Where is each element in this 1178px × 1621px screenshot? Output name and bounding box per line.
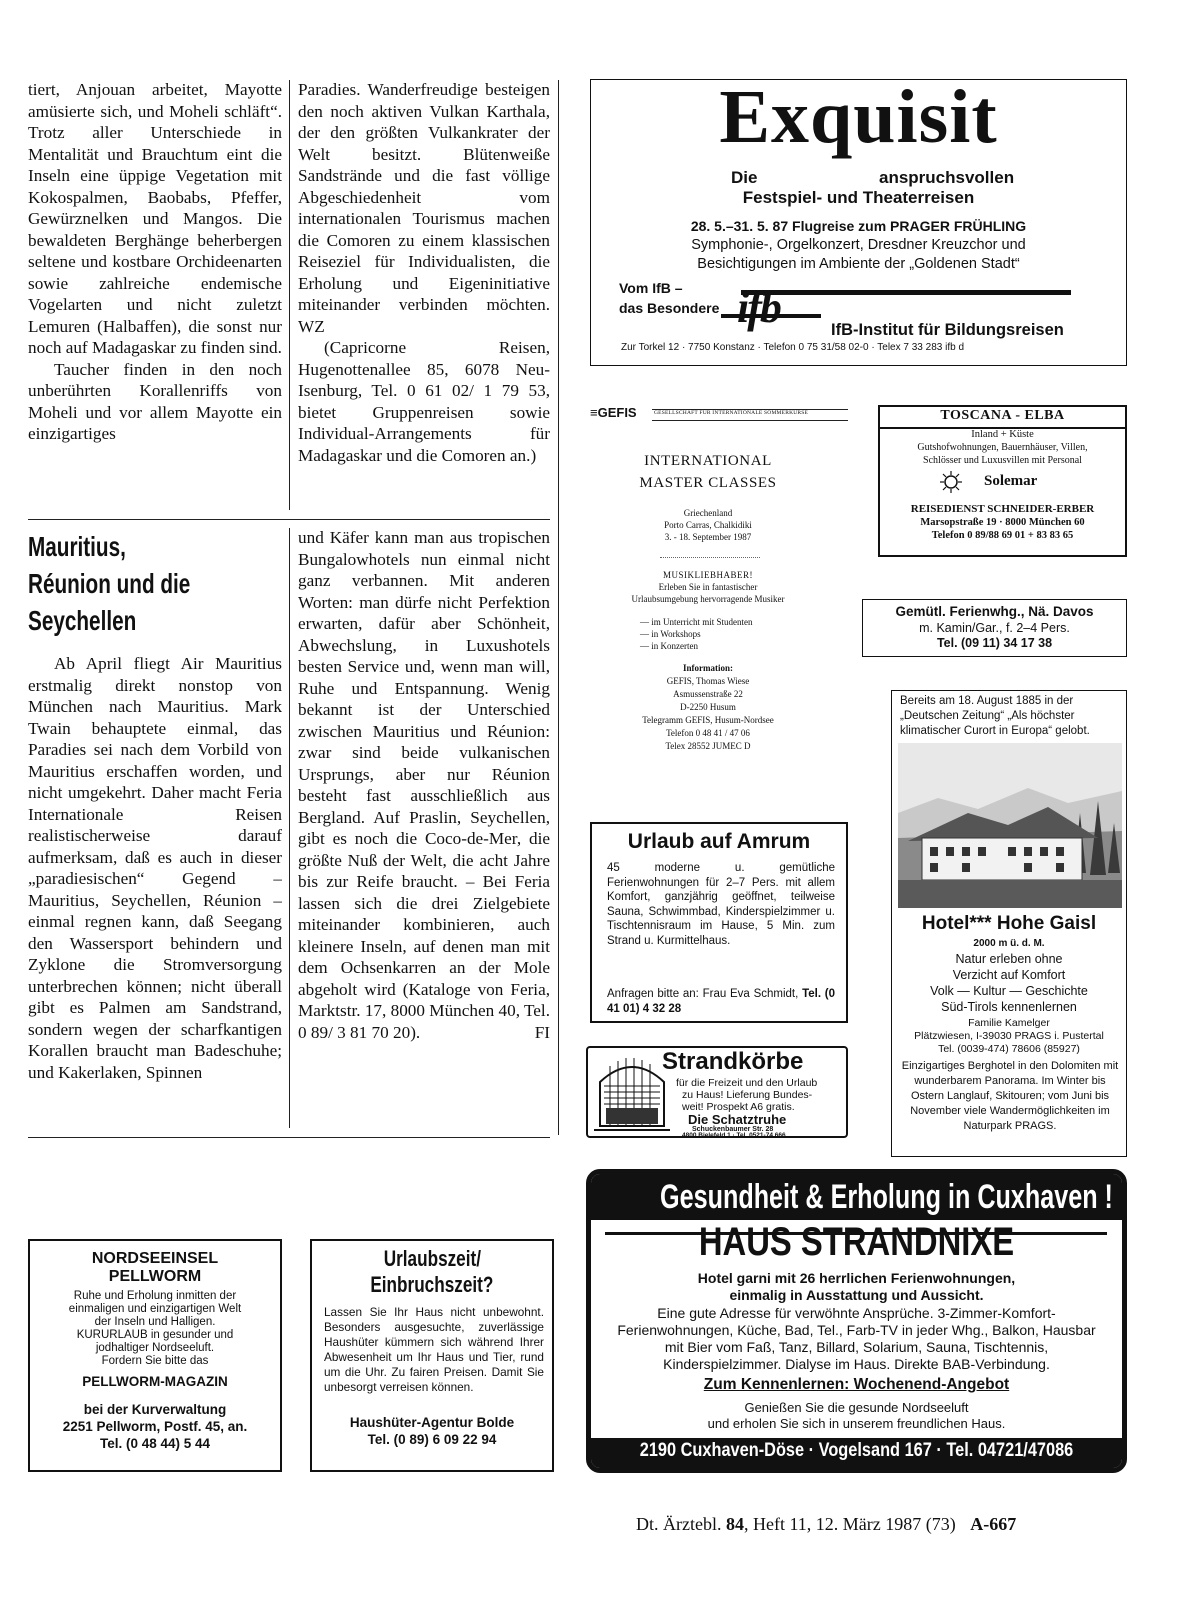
toscana-title: TOSCANA - ELBA xyxy=(940,408,1065,423)
gaisl-body: Einzigartiges Berghotel in den Dolomiten mit wunderbarem Panorama. Im Winter bis Ostern Langlauf, Skitouren; vom Juni bis November viele Wandermöglichkeiten im Naturpark PRAGS. xyxy=(901,1060,1119,1132)
exquisit-line2: Symphonie-, Orgelkonzert, Dresdner Kreuzchor und xyxy=(691,237,1026,253)
article-separator-rule xyxy=(28,519,550,520)
gefis-b1: — im Unterricht mit Studenten xyxy=(640,617,753,627)
ad-hohe-gaisl xyxy=(891,690,1127,1157)
toscana-l1: Inland + Küste xyxy=(971,429,1034,440)
gaisl-title: Hotel*** Hohe Gaisl xyxy=(921,913,1097,934)
exquisit-rule-top xyxy=(741,290,1071,295)
gefis-i6: Telex 28552 JUMEC D xyxy=(665,741,751,751)
cuxhaven-body: Eine gute Adresse für verwöhnte Ansprüche. 3-Zimmer-Komfort-Ferienwohnungen, Küche, Bad, Tel., Farb-TV in jeder Whg., Balkon, Hausbar mit Bier vom Faß, Tanz, Billard, Solarium, Sauna, Tischtennis, Kinderspielzimmer. Dialyse im Haus. Direkte BAB-Verbindung. xyxy=(617,1305,1096,1372)
gaisl-l6: Plätzwiesen, I-39030 PRAGS i. Pustertal xyxy=(914,1030,1104,1042)
pellworm-l2: einmaligen und einzigartigen Welt xyxy=(68,1303,242,1315)
gefis-b3: — in Konzerten xyxy=(640,641,698,651)
exquisit-line1: 28. 5.–31. 5. 87 Flugreise zum PRAGER FRÜHLING xyxy=(690,218,1027,234)
gaisl-alt: 2000 m ü. d. M. xyxy=(973,938,1045,949)
pellworm-a1: bei der Kurverwaltung xyxy=(83,1402,227,1417)
toscana-r3: Telefon 0 89/88 69 01 + 83 83 65 xyxy=(931,530,1074,541)
gefis-t1: Erleben Sie in fantastischer xyxy=(658,582,758,592)
amrum-title: Urlaub auf Amrum xyxy=(627,830,811,853)
gaisl-l5: Familie Kamelger xyxy=(968,1017,1050,1029)
toscana-r1: REISEDIENST SCHNEIDER-ERBER xyxy=(910,503,1095,515)
cuxhaven-title: HAUS STRANDNIXE xyxy=(698,1220,1015,1264)
gefis-loc3: 3. - 18. September 1987 xyxy=(664,532,752,542)
gefis-loc2: Porto Carras, Chalkidiki xyxy=(664,520,752,530)
pellworm-t2: PELLWORM xyxy=(108,1268,202,1285)
amrum-contact-name: Anfragen bitte an: Frau Eva Schmidt, xyxy=(607,988,799,1000)
article2-author: FI xyxy=(534,1022,550,1042)
cuxhaven-f1: Genießen Sie die gesunde Nordseeluft xyxy=(744,1400,969,1415)
article1-col2 xyxy=(298,79,550,509)
gaisl-intro: Bereits am 18. August 1885 in der „Deutschen Zeitung“ „Als höchster klimatischer Curort in Europa“ gelobt. xyxy=(900,695,1090,737)
ad-gefis xyxy=(590,405,848,795)
haushueter-title2: Einbruchszeit? xyxy=(370,1272,494,1297)
article1-col1-para1: tiert, Anjouan arbeitet, Mayotte amüsierte sich, und Moheli schläft“. Trotz aller Unterschiede in Mentalität und Brauchtum eint die Inseln eine üppige Vegetation mit Kokospalmen, Baobabs, Pfeffer, Gewürznelken und Mangos. Die bewaldeten Berghänge beherbergen seltene und kostbare Orchideenarten sowie zahlreiche endemische Vogelarten und nicht zuletzt Lemuren (Halbaffen), die sonst nur noch auf Madagaskar zu finden sind. xyxy=(28,80,282,357)
exquisit-address: Zur Torkel 12 · 7750 Konstanz · Telefon 0 75 31/58 02-0 · Telex 7 33 283 ifb d xyxy=(621,342,965,353)
article-bottom-rule xyxy=(28,1137,550,1138)
exquisit-institute: IfB-Institut für Bildungsreisen xyxy=(831,321,1064,339)
davos-l3: Tel. (09 11) 34 17 38 xyxy=(936,636,1053,650)
strandkorb-l2: zu Haus! Lieferung Bundes- xyxy=(682,1089,813,1101)
article1-col2-para1: Paradies. Wanderfreudige besteigen den noch aktiven Vulkan Karthala, der den größten Vulkankrater der Welt besitzt. Blütenweiße Sandstrände und die fast völlige Abgeschiedenheit vom internationalen Tourismus machen die Comoren zu einem klassischen Reiseziel für Individualisten, die Erholung und Eigeninitiative miteinander verbinden möchten. WZ xyxy=(298,80,550,336)
headline-line1: Mauritius, xyxy=(28,531,126,562)
ad-amrum xyxy=(590,822,848,1023)
article1-col1-para2: Taucher finden in den noch unberührten Korallenriffs von Moheli und vor allem Mayotte ein einzigartiges xyxy=(28,359,282,443)
cuxhaven-sub1: Hotel garni mit 26 herrlichen Ferienwohnungen, xyxy=(697,1270,1016,1286)
strandkorb-a2: 4800 Bielefeld 1 · Tel. 0521-74 666 xyxy=(682,1132,786,1138)
gefis-info: Information: xyxy=(683,663,733,673)
gefis-i5: Telefon 0 48 41 / 47 06 xyxy=(666,728,750,738)
ad-davos xyxy=(862,599,1127,657)
article1-col1 xyxy=(28,79,282,509)
strandkorb-l1: für die Freizeit und den Urlaub xyxy=(676,1077,818,1089)
gefis-i1: GEFIS, Thomas Wiese xyxy=(666,676,750,686)
toscana-l3: Schlösser und Luxusvillen mit Personal xyxy=(923,455,1082,466)
gaisl-l2: Verzicht auf Komfort xyxy=(952,968,1066,982)
exquisit-das-besondere: das Besondere xyxy=(619,300,720,316)
gefis-title1: INTERNATIONAL xyxy=(644,453,772,469)
gefis-brand-sub: GESELLSCHAFT FÜR INTERNATIONALE SOMMERKURSE xyxy=(654,410,809,416)
strandkorb-title: Strandkörbe xyxy=(662,1048,804,1075)
pellworm-l1: Ruhe und Erholung inmitten der xyxy=(73,1290,237,1302)
cuxhaven-footer: 2190 Cuxhaven-Döse · Vogelsand 167 · Tel. 04721/47086 xyxy=(639,1440,1074,1461)
toscana-l2: Gutshofwohnungen, Bauernhäuser, Villen, xyxy=(917,442,1088,453)
footer-journal: Dt. Ärztebl. xyxy=(636,1514,722,1534)
exquisit-title: Exquisit xyxy=(719,79,998,159)
pellworm-mag: PELLWORM-MAGAZIN xyxy=(82,1374,228,1389)
article1-column-rule xyxy=(289,80,290,510)
article2-col2 xyxy=(298,527,550,1128)
ad-strandkorb xyxy=(586,1046,848,1138)
ifb-logo: ifb xyxy=(737,283,780,332)
pellworm-l5: jodhaltiger Nordseeluft. xyxy=(95,1342,215,1354)
pellworm-l3: der Inseln und Halligen. xyxy=(94,1316,216,1328)
gefis-brand xyxy=(590,405,637,420)
article2-col2-body: und Käfer kann man aus tropischen Bungalowhotels nun einmal nicht ganz verbannen. Mit anderen Worten: man dürfe nicht Perfektion erwarten, dafür aber Schönheit, Abwechslung, in Luxushotels besten Service und, wenn man will, Ruhe und Entspannung. Wenig bekannt ist der Unterschied zwischen Mauritius und Réunion: zwar sind beide vulkanischen Ursprungs, aber nur Réunion besteht fast ausschließlich aus Bergland. Auf Praslin, Seychellen, gibt es noch die Coco-de-Mer, die größte Nuß der Welt, die acht Jahre bis zur Reife braucht. – Bei Feria lassen sich die drei Zielgebiete miteinander kombinieren, auch kleinere Inseln, auf denen man mit dem Ochsenkarren an der Mole abgeholt wird (Kataloge von Feria, Marktstr. 17, 8000 München 40, Tel. 0 89/ 3 81 70 20). xyxy=(298,528,550,1042)
article2-column-rule xyxy=(289,528,290,1128)
article2-col1 xyxy=(28,653,282,1125)
gefis-i2: Asmussenstraße 22 xyxy=(673,689,743,699)
pellworm-t1: NORDSEEINSEL xyxy=(91,1250,219,1267)
headline-line3: Seychellen xyxy=(28,605,137,636)
amrum-contact xyxy=(607,987,835,1016)
gaisl-l3: Volk — Kultur — Geschichte xyxy=(930,984,1088,998)
ad-cuxhaven xyxy=(586,1169,1127,1473)
haushueter-n1: Haushüter-Agentur Bolde xyxy=(349,1415,515,1430)
toscana-brand: Solemar xyxy=(984,473,1038,489)
haushueter-title1: Urlaubszeit/ xyxy=(383,1246,481,1271)
beach-chair-icon xyxy=(592,1052,672,1134)
gefis-i4: Telegramm GEFIS, Husum-Nordsee xyxy=(642,715,774,725)
ad-exquisit xyxy=(590,79,1127,366)
exquisit-sub-festspiel: Festspiel- und Theaterreisen xyxy=(742,188,975,207)
gefis-title2: MASTER CLASSES xyxy=(639,475,777,491)
strandkorb-l3: weit! Prospekt A6 gratis. xyxy=(682,1101,795,1113)
gefis-brand-name: GEFIS xyxy=(597,405,637,420)
gaisl-l1: Natur erleben ohne xyxy=(955,952,1063,966)
haushueter-t1 xyxy=(312,1246,552,1272)
davos-l1: Gemütl. Ferienwhg., Nä. Davos xyxy=(895,604,1094,619)
amrum-tel: Tel. (0 41 01) 4 32 28 xyxy=(607,988,835,1015)
gefis-b2: — in Workshops xyxy=(640,629,701,639)
gefis-h2: MUSIKLIEBHABER! xyxy=(663,570,753,580)
hotel-photo xyxy=(898,743,1122,908)
haushueter-body: Lassen Sie Ihr Haus nicht unbewohnt. Besonders ausgesuchte, zuverlässige Haushüter kümmern sich während Ihrer Abwesenheit um Ihr Haus und Tier, rund um die Uhr. Zu fairen Preisen. Damit Sie unbesorgt verreisen können. xyxy=(324,1305,544,1394)
page-column-rule xyxy=(558,80,559,1135)
gaisl-l7: Tel. (0039-474) 78606 (85927) xyxy=(938,1043,1080,1055)
gefis-t2: Urlaubsumgebung hervorragende Musiker xyxy=(631,594,785,604)
cuxhaven-offer: Zum Kennenlernen: Wochenend-Angebot xyxy=(703,1376,1010,1393)
amrum-body: 45 moderne u. gemütliche Ferienwohnungen für 2–7 Pers. mit allem Komfort, ganzjährig geöffnet, teilweise Sauna, Schwimmbad, Kinderspielzimmer u. Tischtennisraum im Hause, 5 Min. zum Strand u. Kurmittelhaus. xyxy=(607,862,835,947)
strandkorb-a1: Schuckenbaumer Str. 28 xyxy=(692,1126,774,1133)
toscana-r2: Marsopstraße 19 · 8000 München 60 xyxy=(920,517,1085,528)
gefis-bars-icon: ≡ xyxy=(590,405,598,420)
exquisit-sub-anspruchsvollen: anspruchsvollen xyxy=(879,168,1015,187)
article2-headline xyxy=(28,528,282,639)
gaisl-l4: Süd-Tirols kennenlernen xyxy=(941,1000,1077,1014)
gefis-i3: D-2250 Husum xyxy=(680,702,736,712)
exquisit-vom-ifb: Vom IfB – xyxy=(619,280,683,296)
exquisit-line3: Besichtigungen im Ambiente der „Goldenen Stadt“ xyxy=(697,256,1020,272)
article1-col2-para2: (Capricorne Reisen, Hugenottenallee 85, 6078 Neu-Isenburg, Tel. 0 61 02/ 1 79 53, bietet Gruppenreisen sowie Individual-Arrangements für Madagaskar und die Comoren an.) xyxy=(298,338,550,465)
cuxhaven-header: Gesundheit & Erholung in Cuxhaven ! xyxy=(660,1178,1113,1216)
exquisit-sub-die: Die xyxy=(731,168,758,187)
pellworm-l6: Fordern Sie bitte das xyxy=(101,1355,209,1367)
article2-col1-text: Ab April fliegt Air Mauritius erstmalig direkt nonstop von München nach Mauritius. Mark Twain behauptete einmal, das Paradies sei nach dem Vorbild von Mauritius erschaffen worden, und nicht umgekehrt. Daher macht Feria Internationale Reisen realistischerweise darauf aufmerksam, daß es auch in dieser „paradiesischen“ Gegend – Mauritius, Seychellen, Réunion – einmal regnen kann, daß Seegang den Wassersport behindern und Zyklone die Stromversorgung unterbrechen können; nicht überall gibt es Palmen am Sandstrand, sondern wegen der scharfkantigen Korallen braucht man Badeschuhe; und Kakerlaken, Spinnen xyxy=(28,654,282,1082)
ad-toscana xyxy=(878,405,1127,557)
pellworm-l4: KURURLAUB in gesunder und xyxy=(76,1329,234,1341)
article2-col2-text xyxy=(298,527,550,1043)
gefis-divider xyxy=(660,557,760,558)
footer-issue: , Heft 11, 12. März 1987 (73) xyxy=(743,1514,956,1534)
page-footer xyxy=(636,1514,1016,1535)
haushueter-t2 xyxy=(312,1272,552,1298)
sun-icon xyxy=(940,471,962,493)
pellworm-a2: 2251 Pellworm, Postf. 45, an. xyxy=(62,1419,248,1434)
cuxhaven-f2: und erholen Sie sich in unserem freundlichen Haus. xyxy=(707,1416,1006,1431)
gefis-loc1: Griechenland xyxy=(683,508,733,518)
haushueter-n2: Tel. (0 89) 6 09 22 94 xyxy=(367,1432,497,1447)
footer-volume: 84 xyxy=(725,1514,744,1534)
cuxhaven-sub2: einmalig in Ausstattung und Aussicht. xyxy=(729,1287,984,1303)
ad-haushueter xyxy=(310,1239,554,1472)
pellworm-a3: Tel. (0 48 44) 5 44 xyxy=(99,1436,211,1451)
headline-line2: Réunion und die xyxy=(28,568,191,599)
ad-pellworm xyxy=(28,1239,282,1472)
davos-l2: m. Kamin/Gar., f. 2–4 Pers. xyxy=(919,621,1070,635)
footer-page-number: A-667 xyxy=(970,1514,1017,1534)
strandkorb-brand: Die Schatztruhe xyxy=(688,1112,787,1127)
